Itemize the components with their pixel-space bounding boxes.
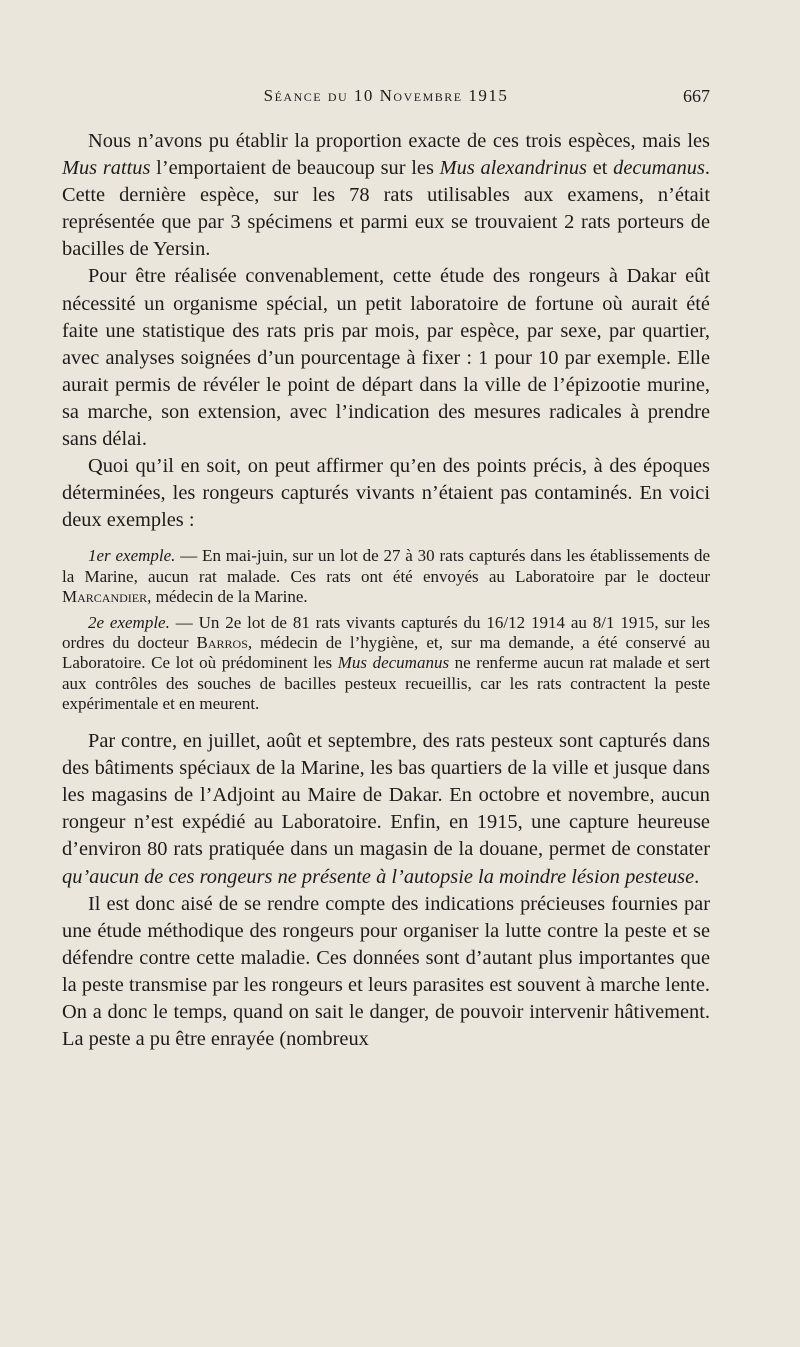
header-title: Séance du 10 Novembre 1915 bbox=[263, 86, 509, 105]
paragraph-1 bbox=[62, 128, 710, 263]
example-2-text-2: , médecin de l’hygiène, et, sur ma demande, a été conservé au Laboratoire. Ce lot où prédominent les bbox=[62, 633, 710, 673]
example-1-text-2: , médecin de la Marine. bbox=[147, 586, 308, 606]
example-1-text-1: — En mai-juin, sur un lot de 27 à 30 rats capturés dans les établissements de la Marine, aucun rat malade. Ces rats ont été envoyés au Laboratoire par le docteur bbox=[62, 546, 711, 586]
example-note-1 bbox=[62, 546, 710, 607]
paragraph-4-text-3: . bbox=[694, 865, 700, 888]
author-barros: Barros bbox=[196, 633, 248, 653]
paragraph-1-text-1: Nous n’avons pu établir la proportion exacte de ces trois espèces, mais les bbox=[88, 130, 710, 152]
paragraph-3: Quoi qu’il en soit, on peut affirmer qu’en des points précis, à des époques déterminées, les rongeurs capturés vivants n’étaient pas contaminés. En voici deux exemples : bbox=[62, 455, 710, 532]
species-decumanus: decumanus bbox=[613, 157, 705, 180]
paragraph-1-text-5: et bbox=[586, 157, 614, 180]
paragraph-4-emphasis: qu’aucun de ces rongeurs ne présente à l’autopsie la moindre lésion pesteuse bbox=[62, 865, 695, 888]
example-1-label: 1er exemple. bbox=[88, 546, 176, 566]
paragraph-5: Il est donc aisé de se rendre compte des indications précieuses fournies par une étude méthodique des rongeurs pour organiser la lutte contre la peste et se défendre contre cette maladie. Ces données sont d’autant plus importantes que la peste transmise par les rongeurs et leurs parasites est souvent à marche lente. On a donc le temps, quand on sait le danger, de pouvoir intervenir hâtivement. La peste a pu être enrayée (nombreux bbox=[62, 892, 710, 1051]
page-number: 667 bbox=[683, 86, 710, 106]
paragraph-2: Pour être réalisée convenablement, cette étude des rongeurs à Dakar eût nécessité un organisme spécial, un petit laboratoire de fortune où aurait été faite une statistique des rats pris par mois, par espèce, par sexe, par quartier, avec analyses soignées d’un pourcentage à fixer : 1 pour 10 par exemple. Elle aurait permis de révéler le point de départ dans la ville de l’épizootie murine, sa marche, son extension, avec l’indication des mesures radicales à prendre sans délai. bbox=[62, 265, 710, 451]
paragraph-4-text-1: Par contre, en juillet, août et septembre, des rats pesteux sont capturés dans des bâtiments spéciaux de la Marine, les bas quartiers de la ville et jusque dans les magasins de l’Adjoint au Maire de Dakar. En octobre et novembre, aucun rongeur n’est expédié au Laboratoire. Enfin, en 1915, une capture heureuse d’environ 80 rats pratiquée dans un magasin de la douane, permet de constater bbox=[62, 730, 710, 861]
paragraph-4 bbox=[62, 728, 710, 891]
example-2-text-1: — Un 2e lot de 81 rats vivants capturés du 16/12 1914 au 8/1 1915, sur les ordres du docteur bbox=[62, 613, 710, 653]
example-2-label: 2e exemple. bbox=[88, 613, 170, 633]
page-body bbox=[62, 128, 710, 1053]
example-note-2 bbox=[62, 613, 710, 714]
running-header bbox=[62, 86, 710, 116]
paragraph-1-text-3: l’emportaient de beaucoup sur les bbox=[150, 157, 440, 180]
species-mus-alexandrinus: Mus alexandrinus bbox=[439, 157, 587, 180]
author-marcandier: Marcandier bbox=[62, 586, 148, 606]
example-2-text-4: ne renferme aucun rat malade et sert aux contrôles des souches de bacilles pesteux recueillis, car les rats contractent la peste expérimentale et en meurent. bbox=[62, 653, 711, 713]
species-mus-rattus: Mus rattus bbox=[62, 157, 151, 180]
paragraph-1-text-7: . Cette dernière espèce, sur les 78 rats utilisables aux examens, n’était représentée que par 3 spécimens et parmi eux se trouvaient 2 rats porteurs de bacilles de Yersin. bbox=[62, 157, 711, 261]
species-mus-decumanus: Mus decumanus bbox=[337, 653, 450, 673]
